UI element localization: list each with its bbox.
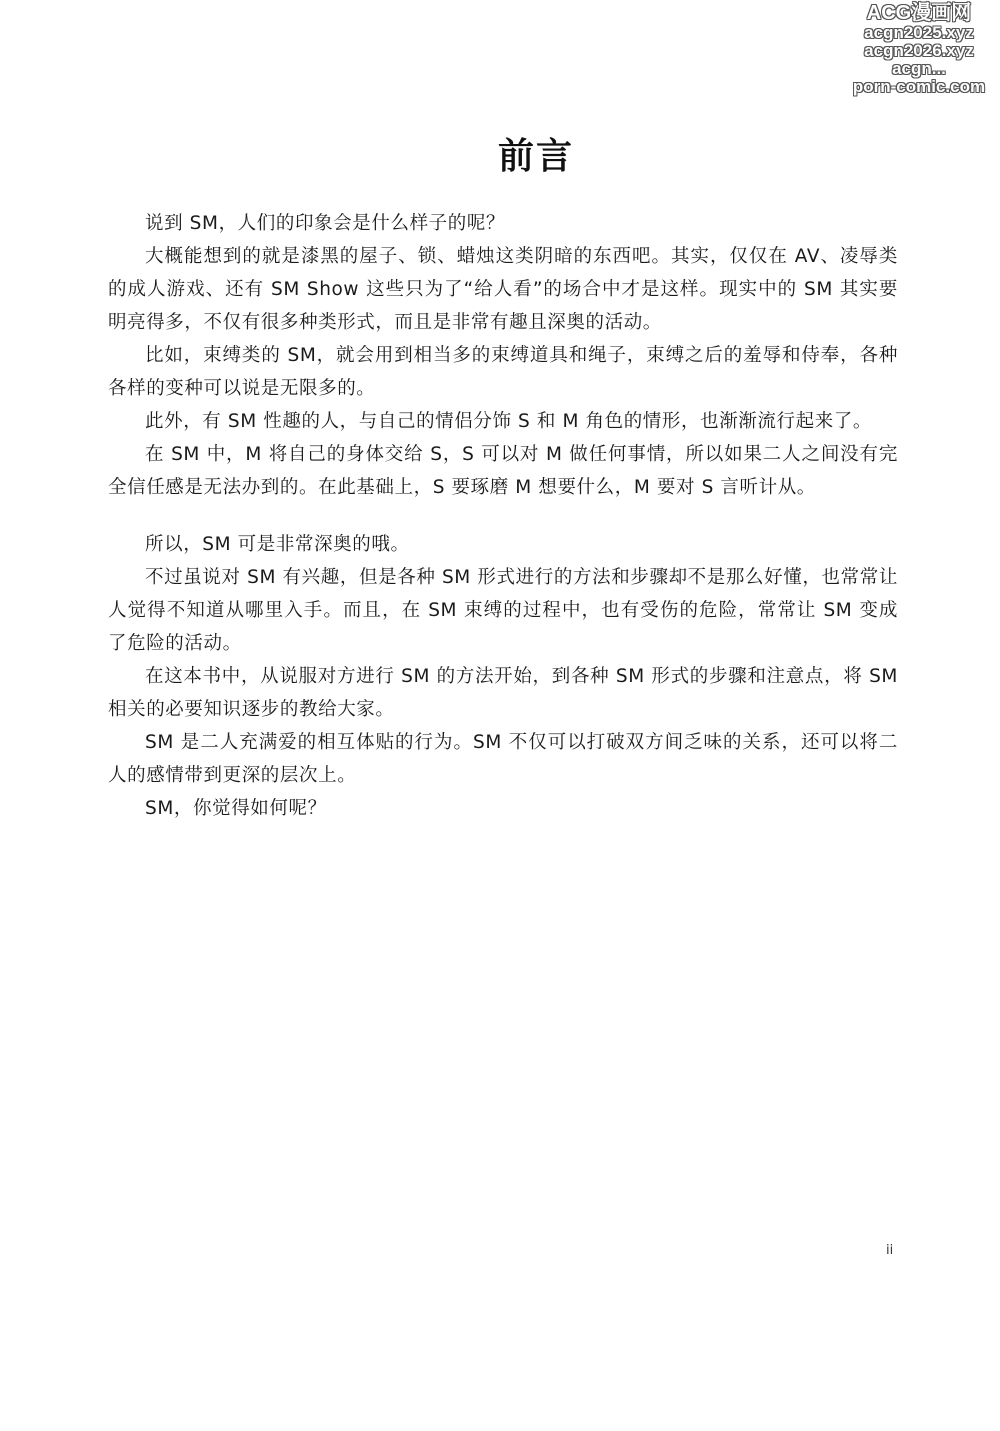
preface-body: [108, 207, 898, 825]
watermark-brand: ACG漫画网: [866, 2, 972, 24]
paragraph: 所以，SM 可是非常深奥的哦。: [145, 534, 410, 555]
paragraph: 不过虽说对 SM 有兴趣，但是各种 SM 形式进行的方法和步骤却不是那么好懂，也常常让人觉得不知道从哪里入手。而且，在 SM 束缚的过程中，也有受伤的危险，常常让 SM 变成了危险的活动。: [108, 567, 898, 654]
site-watermark: [844, 2, 994, 96]
page-title: 前言: [497, 136, 574, 177]
watermark-url-4: porn-comic.com: [852, 77, 986, 96]
page-number: ii: [886, 1243, 894, 1258]
paragraph: SM 是二人充满爱的相互体贴的行为。SM 不仅可以打破双方间乏味的关系，还可以将二人的感情带到更深的层次上。: [108, 732, 898, 786]
watermark-url-1: acgn2025.xyz: [864, 23, 974, 42]
paragraph: SM，你觉得如何呢？: [145, 798, 327, 819]
paragraph: 大概能想到的就是漆黑的屋子、锁、蜡烛这类阴暗的东西吧。其实，仅仅在 AV、凌辱类的成人游戏、还有 SM Show 这些只为了“给人看”的场合中才是这样。现实中的 SM 其实要明亮得多，不仅有很多种类形式，而且是非常有趣且深奥的活动。: [108, 246, 898, 333]
watermark-url-3: acgn...: [892, 59, 946, 78]
paragraph: 比如，束缚类的 SM，就会用到相当多的束缚道具和绳子，束缚之后的羞辱和侍奉，各种各样的变种可以说是无限多的。: [108, 345, 898, 399]
watermark-url-2: acgn2026.xyz: [864, 41, 974, 60]
paragraph: 在 SM 中，M 将自己的身体交给 S，S 可以对 M 做任何事情，所以如果二人之间没有完全信任感是无法办到的。在此基础上，S 要琢磨 M 想要什么，M 要对 S 言听计从。: [108, 444, 898, 498]
paragraph: 说到 SM，人们的印象会是什么样子的呢？: [145, 213, 506, 234]
paragraph: 在这本书中，从说服对方进行 SM 的方法开始，到各种 SM 形式的步骤和注意点，将 SM 相关的必要知识逐步的教给大家。: [108, 666, 898, 720]
paragraph: 此外，有 SM 性趣的人，与自己的情侣分饰 S 和 M 角色的情形，也渐渐流行起来了。: [145, 411, 872, 432]
